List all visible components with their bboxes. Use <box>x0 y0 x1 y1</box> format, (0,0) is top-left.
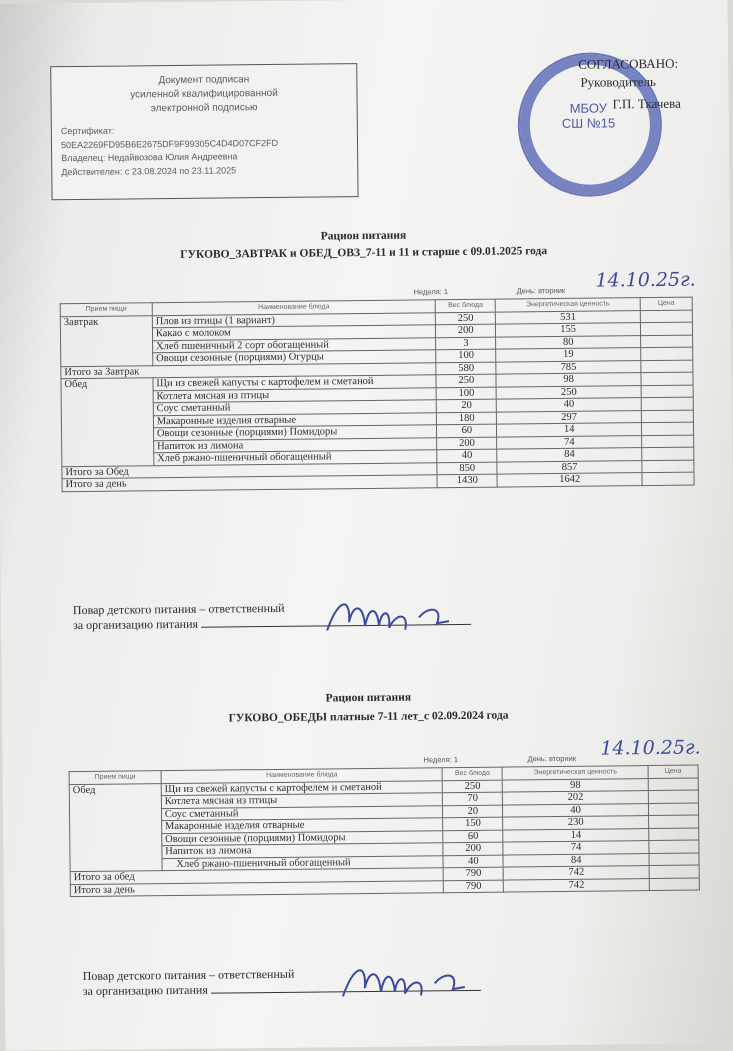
dish-cell: Макаронные изделия отварные <box>153 412 437 427</box>
menu1-title: Рацион питания <box>320 229 407 243</box>
dish-cell: Какао с молоком <box>152 325 436 340</box>
chef-signature <box>335 957 475 1004</box>
approval-title: СОГЛАСОВАНО: <box>578 55 679 72</box>
col-header: Вес блюда <box>442 767 502 780</box>
energy-cell: 19 <box>496 348 641 362</box>
dish-cell: Соус сметанный <box>161 805 443 820</box>
energy-cell: 155 <box>496 323 641 337</box>
energy-cell: 40 <box>503 803 649 817</box>
price-cell <box>649 853 699 866</box>
price-cell <box>641 335 693 348</box>
menu1-table <box>60 297 695 492</box>
price-cell <box>642 422 694 435</box>
energy-cell: 84 <box>497 448 642 462</box>
total-label: Итого за день <box>62 475 437 491</box>
weight-cell: 850 <box>437 462 497 475</box>
menu1-subtitle: ГУКОВО_ЗАВТРАК и ОБЕД_ОВЗ_7-11 и 11 и старше с 09.01.2025 года <box>180 245 548 261</box>
dish-cell: Хлеб ржано-пшеничный обогащенный <box>154 450 438 465</box>
price-cell <box>642 460 694 473</box>
price-cell <box>649 815 699 828</box>
energy-cell: 74 <box>503 841 649 855</box>
approval-block <box>578 55 681 114</box>
price-cell <box>642 447 694 460</box>
energy-cell: 80 <box>496 335 641 349</box>
weight-cell: 180 <box>437 412 497 425</box>
dish-cell: Напиток из лимона <box>153 437 437 452</box>
col-header: Вес блюда <box>436 299 496 312</box>
weight-cell: 250 <box>436 374 496 387</box>
meal-cell: Обед <box>69 783 162 871</box>
energy-cell: 202 <box>503 791 649 805</box>
dish-cell: Плов из птицы (1 вариант) <box>152 312 436 327</box>
total-label: Итого за день <box>70 880 443 896</box>
weight-cell: 580 <box>436 362 496 375</box>
footer-line: за организацию питания <box>82 982 208 998</box>
price-cell <box>641 397 693 410</box>
col-header: Наименование блюда <box>161 768 443 783</box>
menu2-table <box>69 765 700 898</box>
dish-cell: Овощи сезонные (порциями) Помидоры <box>162 830 444 845</box>
weight-cell: 60 <box>443 830 503 843</box>
approval-name: Г.П. Ткачева <box>612 95 681 112</box>
menu2-day: День: вторник <box>527 753 577 764</box>
dish-cell: Овощи сезонные (порциями) Огурцы <box>153 350 437 365</box>
energy-cell: 857 <box>497 460 642 474</box>
weight-cell: 40 <box>437 449 497 462</box>
dish-cell: Хлеб ржано-пшеничный обогащенный <box>162 855 444 870</box>
weight-cell: 100 <box>436 387 496 400</box>
sig-header-line: усиленной квалифицированной <box>130 87 278 101</box>
energy-cell: 14 <box>497 423 642 437</box>
price-cell <box>649 878 699 891</box>
weight-cell: 200 <box>443 842 503 855</box>
col-header: Цена <box>640 297 692 310</box>
dish-cell: Макаронные изделия отварные <box>161 818 443 833</box>
weight-cell: 20 <box>443 805 503 818</box>
stamp-line: МБОУ <box>569 100 608 116</box>
weight-cell: 60 <box>437 424 497 437</box>
electronic-signature-box <box>50 63 358 200</box>
weight-cell: 100 <box>436 349 496 362</box>
footer-line: за организацию питания <box>72 616 199 633</box>
price-cell <box>641 360 693 373</box>
weight-cell: 250 <box>443 780 503 793</box>
price-cell <box>641 410 693 423</box>
weight-cell: 20 <box>437 399 497 412</box>
sig-detail-line: Действителен: с 23.08.2024 по 23.11.2025 <box>61 164 237 177</box>
price-cell <box>649 865 699 878</box>
energy-cell: 74 <box>497 435 642 449</box>
footer-line: Повар детского питания – ответственный <box>82 966 295 983</box>
col-header: Прием пищи <box>69 771 161 784</box>
dish-cell: Щи из свежей капусты с картофелем и сметаной <box>153 375 437 390</box>
price-cell <box>641 372 693 385</box>
price-cell <box>648 778 698 791</box>
energy-cell: 531 <box>496 310 641 324</box>
energy-cell: 297 <box>497 410 642 424</box>
approval-role: Руководитель <box>580 73 656 90</box>
price-cell <box>641 385 693 398</box>
footer-line: Повар детского питания – ответственный <box>72 600 285 618</box>
energy-cell: 14 <box>503 828 649 842</box>
price-cell <box>641 347 693 360</box>
col-header: Прием пищи <box>60 303 152 316</box>
energy-cell: 785 <box>496 360 641 374</box>
meal-cell: Обед <box>61 378 154 466</box>
energy-cell: 40 <box>496 398 641 412</box>
menu1-day: День: вторник <box>516 285 566 296</box>
dish-cell: Котлета мясная из птицы <box>153 387 437 402</box>
stamp-line: СШ №15 <box>561 115 616 131</box>
price-cell <box>642 435 694 448</box>
dish-cell: Напиток из лимона <box>162 843 444 858</box>
weight-cell: 200 <box>437 437 497 450</box>
col-header: Наименование блюда <box>152 300 436 315</box>
weight-cell: 150 <box>443 817 503 830</box>
dish-cell: Щи из свежей капусты с картофелем и сметаной <box>161 780 443 795</box>
price-cell <box>640 322 692 335</box>
menu1-week: Неделя: 1 <box>413 287 449 297</box>
energy-cell: 742 <box>503 866 649 880</box>
price-cell <box>640 310 692 323</box>
weight-cell: 40 <box>443 855 503 868</box>
price-cell <box>649 828 699 841</box>
total-label: Итого за Завтрак <box>61 362 436 378</box>
menu2-handwritten-date: 14.10.25г. <box>600 736 701 760</box>
menu1-handwritten-date: 14.10.25г. <box>595 268 696 292</box>
energy-cell: 1642 <box>497 473 642 487</box>
col-header: Цена <box>648 765 698 778</box>
weight-cell: 70 <box>443 792 503 805</box>
dish-cell: Овощи сезонные (порциями) Помидоры <box>153 425 437 440</box>
sig-header-line: электронной подписью <box>150 102 258 115</box>
weight-cell: 250 <box>436 312 496 325</box>
price-cell <box>642 472 694 485</box>
total-label: Итого за обед <box>70 868 443 884</box>
menu2-title: Рацион питания <box>325 691 412 705</box>
energy-cell: 230 <box>503 816 649 830</box>
weight-cell: 790 <box>443 867 503 880</box>
energy-cell: 250 <box>496 385 641 399</box>
dish-cell: Котлета мясная из птицы <box>161 793 443 808</box>
weight-cell: 200 <box>436 324 496 337</box>
energy-cell: 84 <box>503 853 649 867</box>
price-cell <box>649 840 699 853</box>
sig-detail-line: 50EA2269FD95B6E2675DF9F99305C4D4D07CF2FD <box>60 137 279 150</box>
dish-cell: Соус сметанный <box>153 400 437 415</box>
price-cell <box>648 790 698 803</box>
price-cell <box>648 803 698 816</box>
menu2-subtitle: ГУКОВО_ОБЕДЫ платные 7-11 лет_с 02.09.2024 года <box>228 709 509 725</box>
sig-header-line: Документ подписан <box>158 74 250 87</box>
chef-signature <box>319 591 459 638</box>
meal-cell: Завтрак <box>60 315 152 366</box>
menu2-week: Неделя: 1 <box>423 755 459 765</box>
sig-detail-line: Сертификат: <box>60 125 115 137</box>
weight-cell: 1430 <box>437 474 497 487</box>
col-header: Энергетическая ценность <box>502 766 648 780</box>
total-label: Итого за Обед <box>62 462 437 478</box>
weight-cell: 790 <box>444 880 504 893</box>
energy-cell: 742 <box>503 878 649 892</box>
energy-cell: 98 <box>502 778 648 792</box>
col-header: Энергетическая ценность <box>495 298 640 312</box>
sig-detail-line: Владелец: Недайвозова Юлия Андреевна <box>61 151 238 164</box>
dish-cell: Хлеб пшеничный 2 сорт обогащенный <box>152 337 436 352</box>
energy-cell: 98 <box>496 373 641 387</box>
weight-cell: 3 <box>436 337 496 350</box>
